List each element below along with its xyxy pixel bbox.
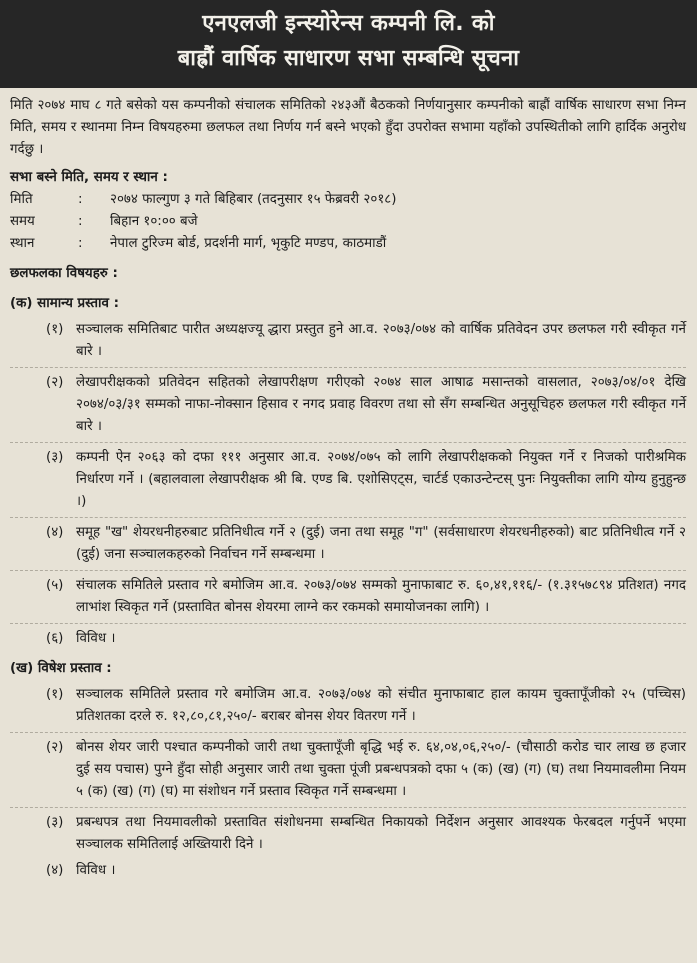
item-number: (१) (46, 687, 64, 702)
intro-paragraph: मिति २०७४ माघ ८ गते बसेको यस कम्पनीको संचालक समितिको २४३औं बैठकको निर्णयानुसार कम्पनीको बाह्रौं वार्षिक साधारण सभा निम्न मिति, समय र स्थानमा निम्न विषयहरुमा छलफल तथा निर्णय गर्न बस्ने भएको हुँदा उपरोक्त सभामा यहाँको उपस्थितीको लागि हार्दिक अनुरोध गर्दछु । (10, 98, 686, 157)
agenda-item (10, 628, 686, 650)
meeting-date-row (10, 189, 686, 211)
item-number: (२) (46, 375, 64, 390)
item-number: (२) (46, 740, 64, 755)
divider (10, 570, 686, 571)
notice-header (0, 0, 697, 88)
meeting-time-value: बिहान १०:०० बजे (110, 214, 198, 229)
item-number: (६) (46, 631, 64, 646)
item-text: कम्पनी ऐन २०६३ को दफा १११ अनुसार आ.व. २०७४/०७५ को लागि लेखापरीक्षकको नियुक्त गर्ने र निजको पारीश्रमिक निर्धारण गर्ने । (बहालवाला लेखापरीक्षक श्री बि. एण्ड बि. एशोसिएट्स, चार्टर्ड एकाउन्टेन्टस् पुनः नियुक्तीका लागि योग्य हुनुहुन्छ ।) (76, 450, 686, 509)
item-number: (४) (46, 863, 64, 878)
divider (10, 367, 686, 368)
item-number: (३) (46, 815, 64, 830)
meeting-date-value: २०७४ फाल्गुण ३ गते बिहिबार (तदनुसार १५ फेब्रवरी २०१८) (110, 192, 397, 207)
notice-body (10, 95, 686, 886)
item-text: समूह "ख" शेयरधनीहरुबाट प्रतिनिधीत्व गर्ने २ (दुई) जना तथा समूह "ग" (सर्वसाधारण शेयरधनीहरुको) बाट प्रतिनिधीत्व गर्ने २ (दुई) जना सञ्चालकहरुको निर्वाचन गर्ने सम्बन्धमा । (76, 525, 686, 562)
agenda-item (10, 860, 686, 882)
meeting-venue-row (10, 233, 686, 255)
meeting-details-heading: सभा बस्ने मिति, समय र स्थान : (10, 170, 168, 185)
company-name-title: एनएलजी इन्स्योरेन्स कम्पनी लि. को (202, 11, 495, 36)
item-number: (४) (46, 525, 64, 540)
item-text: सञ्चालक समितिबाट पारीत अध्यक्षज्यू द्धारा प्रस्तुत हुने आ.व. २०७३/०७४ को वार्षिक प्रतिवेदन उपर छलफल गरी स्वीकृत गर्ने बारे । (76, 322, 686, 359)
agenda-item (10, 372, 686, 438)
meeting-time-row (10, 211, 686, 233)
divider (10, 732, 686, 733)
agenda-item (10, 684, 686, 728)
meeting-time-label: समय (10, 214, 35, 229)
item-number: (३) (46, 450, 64, 465)
divider (10, 623, 686, 624)
divider (10, 807, 686, 808)
agenda-item (10, 447, 686, 513)
agenda-item (10, 522, 686, 566)
agenda-item (10, 812, 686, 856)
meeting-venue-label: स्थान (10, 236, 35, 251)
item-text: विविध । (76, 631, 116, 646)
general-proposal-title: (क) सामान्य प्रस्ताव : (10, 296, 119, 311)
agenda-item (10, 319, 686, 363)
agenda-heading: छलफलका विषयहरु : (10, 266, 118, 281)
divider (10, 442, 686, 443)
agenda-item (10, 737, 686, 803)
separator-colon: : (78, 214, 83, 229)
separator-colon: : (78, 236, 83, 251)
item-text: संचालक समितिले प्रस्ताव गरे बमोजिम आ.व. २०७३/०७४ सम्मको मुनाफाबाट रु. ६०,४१,११६/- (१.३१५७८९४ प्रतिशत) नगद लाभांश स्विकृत गर्ने (प्रस्तावित बोनस शेयरमा लाग्ने कर रकमको समायोजनका लागि) । (76, 578, 686, 615)
meeting-date-label: मिति (10, 192, 33, 207)
item-text: लेखापरीक्षकको प्रतिवेदन सहितको लेखापरीक्षण गरीएको २०७४ साल आषाढ मसान्तको वासलात, २०७३/०४/०१ देखि २०७४/०३/३१ सम्मको नाफा-नोक्सान हिसाव र नगद प्रवाह विवरण तथा सो सँग सम्बन्धित अनुसूचिहरु छलफल गरी स्वीकृत गर्ने बारे । (76, 375, 686, 434)
item-text: बोनस शेयर जारी पश्चात कम्पनीको जारी तथा चुक्तापूँजी बृद्धि भई रु. ६४,०४,०६,२५०/- (चौसाठी करोड चार लाख छ हजार दुई सय पचास) पुग्ने हुँदा सोही अनुसार जारी तथा चुक्ता पूंजी प्रबन्धपत्रको दफा ५ (क) (ख) (ग) (घ) तथा नियमावलीमा नियम ५ (क) (ख) (ग) (घ) मा संशोधन गर्ने प्रस्ताव स्विकृत गर्ने सम्बन्धमा । (76, 740, 686, 799)
item-text: प्रबन्धपत्र तथा नियमावलीको प्रस्तावित संशोधनमा सम्बन्धित निकायको निर्देशन अनुसार आवश्यक फेरबदल गर्नुपर्ने भएमा सञ्चालक समितिलाई अख्तियारी दिने । (76, 815, 686, 852)
agenda-item (10, 575, 686, 619)
divider (10, 517, 686, 518)
special-proposal-title: (ख) विषेश प्रस्ताव : (10, 661, 112, 676)
item-number: (१) (46, 322, 64, 337)
meeting-venue-value: नेपाल टुरिज्म बोर्ड, प्रदर्शनी मार्ग, भृकुटि मण्डप, काठमाडौं (110, 236, 387, 251)
separator-colon: : (78, 192, 83, 207)
item-number: (५) (46, 578, 64, 593)
notice-title: बाह्रौं वार्षिक साधारण सभा सम्बन्धि सूचना (177, 46, 520, 71)
item-text: सञ्चालक समितिले प्रस्ताव गरे बमोजिम आ.व. २०७३/०७४ को संचीत मुनाफाबाट हाल कायम चुक्तापूँजीको २५ (पच्चिस) प्रतिशतका दरले रु. १२,८०,८१,२५०/- बराबर बोनस शेयर वितरण गर्ने । (76, 687, 686, 724)
item-text: विविध । (76, 863, 116, 878)
